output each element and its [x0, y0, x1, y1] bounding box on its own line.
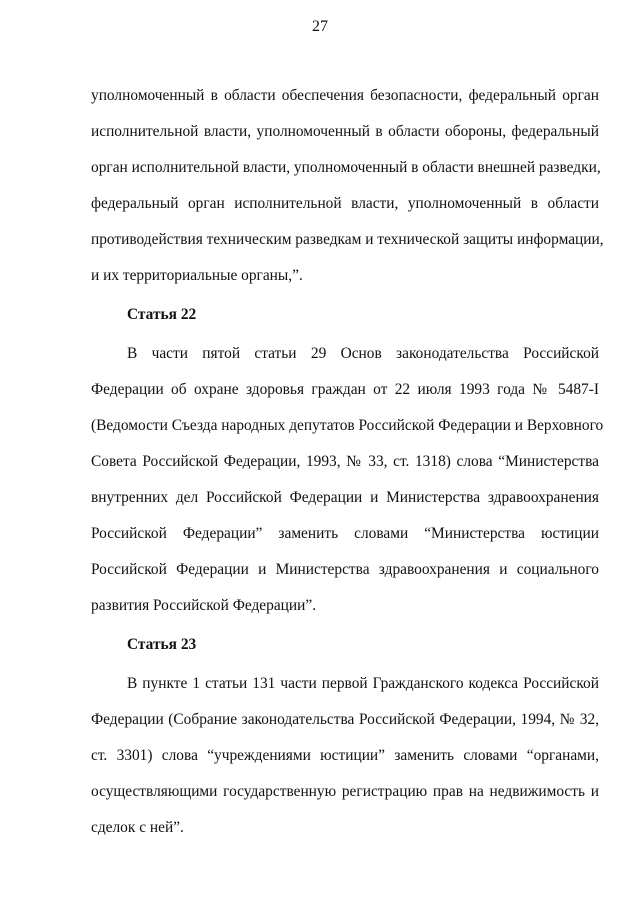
- text-line: противодействия техническим разведкам и технической защиты информации,: [91, 231, 604, 248]
- article-22-paragraph: [91, 336, 604, 624]
- article-23-heading: Статья 23: [127, 636, 197, 653]
- text-line: сделок с ней”.: [91, 819, 184, 836]
- text-line: развития Российской Федерации”.: [91, 597, 317, 614]
- text-line: Российской Федерации и Министерства здравоохранения и социального: [91, 561, 599, 578]
- text-line: Федерации об охране здоровья граждан от 22 июля 1993 года № 5487-I: [91, 381, 599, 398]
- text-line: В части пятой статьи 29 Основ законодательства Российской: [127, 345, 599, 362]
- text-line: Федерации (Собрание законодательства Российской Федерации, 1994, № 32,: [91, 711, 599, 728]
- page-number: 27: [312, 18, 328, 35]
- text-line: внутренних дел Российской Федерации и Министерства здравоохранения: [91, 489, 599, 506]
- text-line: уполномоченный в области обеспечения безопасности, федеральный орган: [91, 87, 599, 104]
- article-23-paragraph: [91, 666, 599, 846]
- text-line: орган исполнительной власти, уполномоченный в области внешней разведки,: [91, 159, 601, 176]
- text-line: Совета Российской Федерации, 1993, № 33, ст. 1318) слова “Министерства: [91, 453, 599, 470]
- document-body: [91, 78, 604, 846]
- text-line: В пункте 1 статьи 131 части первой Гражданского кодекса Российской: [127, 675, 599, 692]
- text-line: ст. 3301) слова “учреждениями юстиции” заменить словами “органами,: [91, 747, 599, 764]
- text-line: федеральный орган исполнительной власти, уполномоченный в области: [91, 195, 599, 212]
- text-line: Российской Федерации” заменить словами “Министерства юстиции: [91, 525, 599, 542]
- article-22-heading: Статья 22: [127, 306, 197, 323]
- text-line: (Ведомости Съезда народных депутатов Российской Федерации и Верховного: [91, 417, 604, 434]
- paragraph-intro: [91, 78, 604, 294]
- text-line: осуществляющими государственную регистрацию прав на недвижимость и: [91, 783, 599, 800]
- text-line: исполнительной власти, уполномоченный в области обороны, федеральный: [91, 123, 599, 140]
- text-line: и их территориальные органы,”.: [91, 267, 303, 284]
